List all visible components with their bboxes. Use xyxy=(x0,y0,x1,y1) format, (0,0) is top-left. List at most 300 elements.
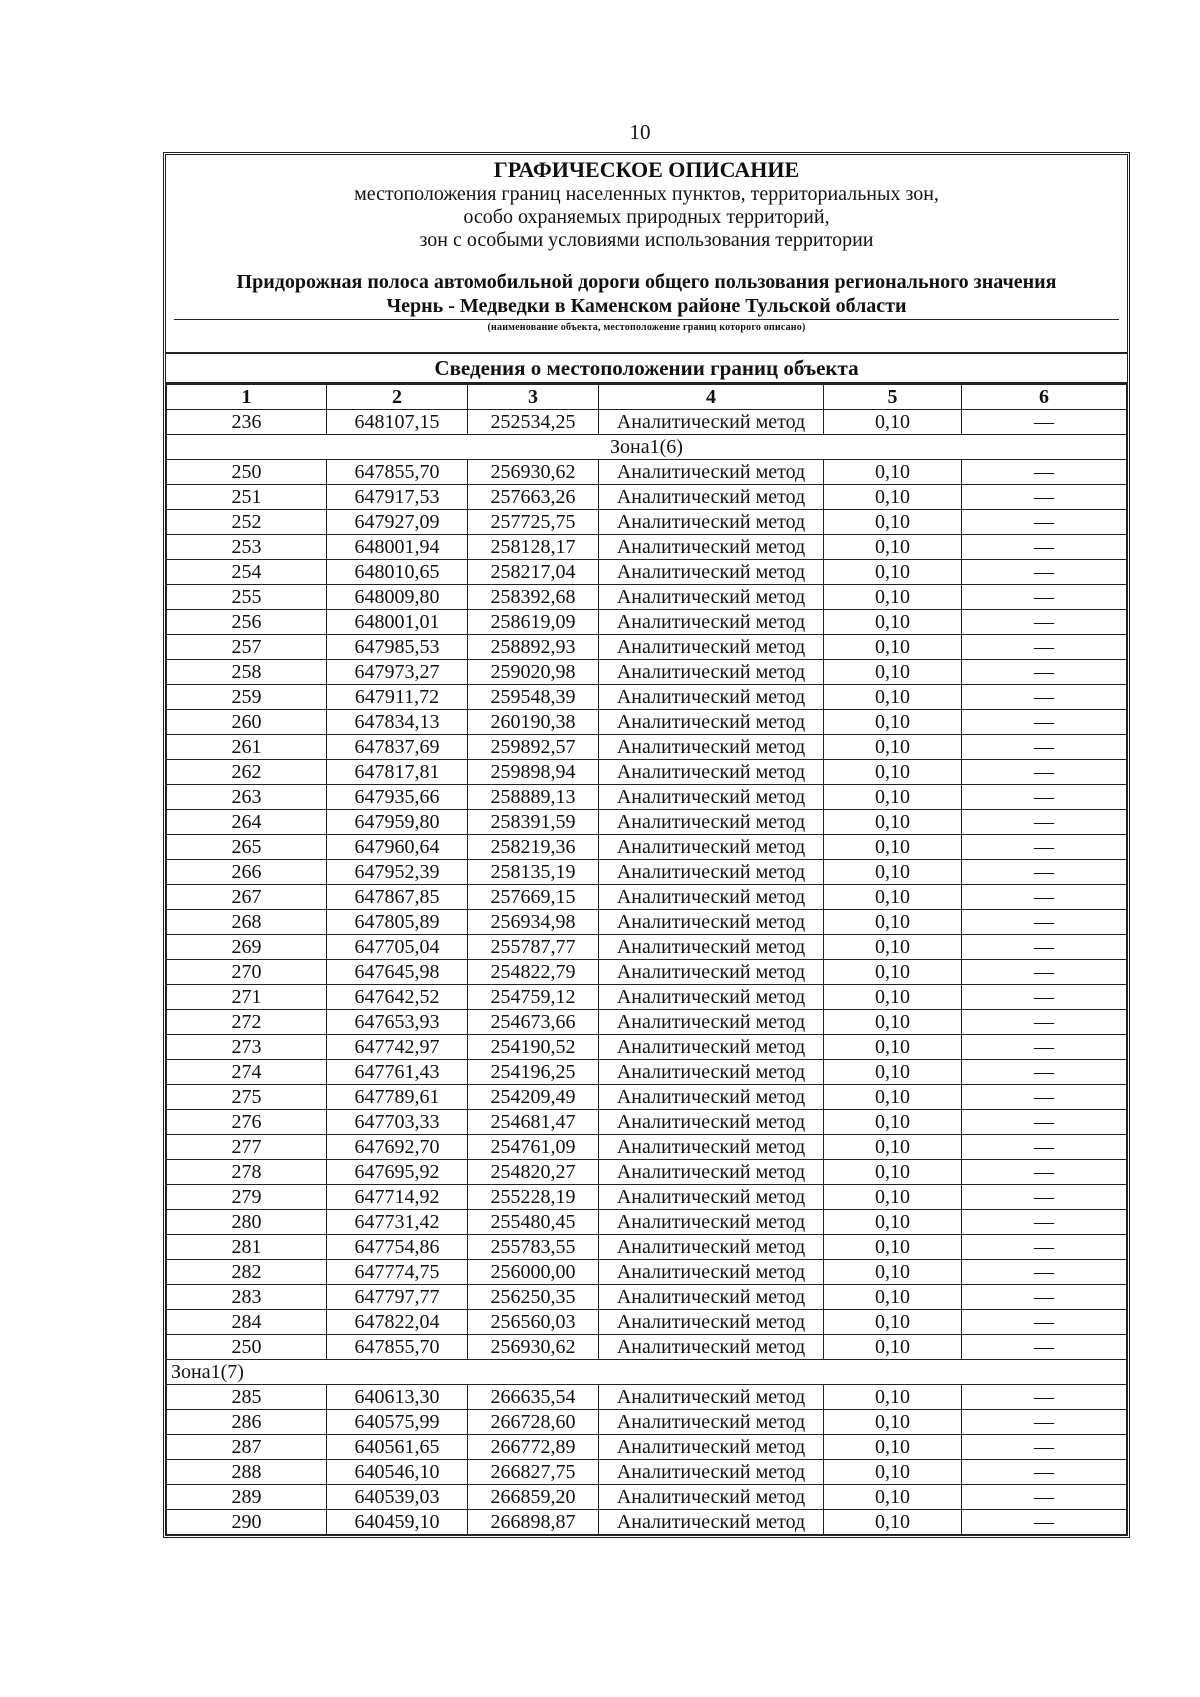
accuracy-cell: 0,10 xyxy=(824,560,962,585)
accuracy-cell: 0,10 xyxy=(824,1010,962,1035)
point-number-cell: 258 xyxy=(167,660,327,685)
x-coordinate-cell: 647952,39 xyxy=(327,860,468,885)
table-row xyxy=(167,1435,1127,1460)
table-row xyxy=(167,660,1127,685)
description-cell: — xyxy=(962,1260,1127,1285)
zone-header-row xyxy=(167,435,1127,460)
point-number-cell: 264 xyxy=(167,810,327,835)
point-number-cell: 259 xyxy=(167,685,327,710)
description-cell: — xyxy=(962,885,1127,910)
accuracy-cell: 0,10 xyxy=(824,410,962,435)
method-cell: Аналитический метод xyxy=(599,835,824,860)
x-coordinate-cell: 647754,86 xyxy=(327,1235,468,1260)
point-number-cell: 273 xyxy=(167,1035,327,1060)
method-cell: Аналитический метод xyxy=(599,460,824,485)
table-row xyxy=(167,635,1127,660)
method-cell: Аналитический метод xyxy=(599,860,824,885)
method-cell: Аналитический метод xyxy=(599,1385,824,1410)
table-row xyxy=(167,710,1127,735)
point-number-cell: 282 xyxy=(167,1260,327,1285)
method-cell: Аналитический метод xyxy=(599,1335,824,1360)
accuracy-cell: 0,10 xyxy=(824,935,962,960)
table-row xyxy=(167,860,1127,885)
y-coordinate-cell: 257725,75 xyxy=(468,510,599,535)
point-number-cell: 252 xyxy=(167,510,327,535)
y-coordinate-cell: 254196,25 xyxy=(468,1060,599,1085)
accuracy-cell: 0,10 xyxy=(824,1185,962,1210)
description-cell: — xyxy=(962,1010,1127,1035)
method-cell: Аналитический метод xyxy=(599,1260,824,1285)
point-number-cell: 260 xyxy=(167,710,327,735)
table-row xyxy=(167,510,1127,535)
accuracy-cell: 0,10 xyxy=(824,610,962,635)
table-row xyxy=(167,685,1127,710)
description-cell: — xyxy=(962,485,1127,510)
x-coordinate-cell: 647805,89 xyxy=(327,910,468,935)
x-coordinate-cell: 640613,30 xyxy=(327,1385,468,1410)
x-coordinate-cell: 647911,72 xyxy=(327,685,468,710)
accuracy-cell: 0,10 xyxy=(824,460,962,485)
point-number-cell: 274 xyxy=(167,1060,327,1085)
point-number-cell: 269 xyxy=(167,935,327,960)
description-cell: — xyxy=(962,810,1127,835)
point-number-cell: 266 xyxy=(167,860,327,885)
accuracy-cell: 0,10 xyxy=(824,710,962,735)
accuracy-cell: 0,10 xyxy=(824,1510,962,1535)
accuracy-cell: 0,10 xyxy=(824,535,962,560)
x-coordinate-cell: 647645,98 xyxy=(327,960,468,985)
y-coordinate-cell: 258217,04 xyxy=(468,560,599,585)
description-cell: — xyxy=(962,1385,1127,1410)
accuracy-cell: 0,10 xyxy=(824,960,962,985)
method-cell: Аналитический метод xyxy=(599,560,824,585)
description-cell: — xyxy=(962,710,1127,735)
description-cell: — xyxy=(962,685,1127,710)
point-number-cell: 272 xyxy=(167,1010,327,1035)
zone-label: Зона1(7) xyxy=(167,1360,1127,1385)
point-number-cell: 251 xyxy=(167,485,327,510)
y-coordinate-cell: 259892,57 xyxy=(468,735,599,760)
description-cell: — xyxy=(962,535,1127,560)
page-number: 10 xyxy=(629,120,651,144)
description-cell: — xyxy=(962,760,1127,785)
description-cell: — xyxy=(962,785,1127,810)
method-cell: Аналитический метод xyxy=(599,760,824,785)
method-cell: Аналитический метод xyxy=(599,810,824,835)
y-coordinate-cell: 266635,54 xyxy=(468,1385,599,1410)
object-name-line: Чернь - Медведки в Каменском районе Тульской области xyxy=(386,295,907,317)
description-cell: — xyxy=(962,1460,1127,1485)
subtitle-line: местоположения границ населенных пунктов, территориальных зон, xyxy=(354,183,939,205)
y-coordinate-cell: 254822,79 xyxy=(468,960,599,985)
y-coordinate-cell: 258219,36 xyxy=(468,835,599,860)
y-coordinate-cell: 259548,39 xyxy=(468,685,599,710)
table-row xyxy=(167,1135,1127,1160)
description-cell: — xyxy=(962,610,1127,635)
point-number-cell: 263 xyxy=(167,785,327,810)
x-coordinate-cell: 647817,81 xyxy=(327,760,468,785)
x-coordinate-cell: 640546,10 xyxy=(327,1460,468,1485)
y-coordinate-cell: 258391,59 xyxy=(468,810,599,835)
y-coordinate-cell: 259020,98 xyxy=(468,660,599,685)
method-cell: Аналитический метод xyxy=(599,1235,824,1260)
description-cell: — xyxy=(962,660,1127,685)
description-cell: — xyxy=(962,960,1127,985)
method-cell: Аналитический метод xyxy=(599,510,824,535)
accuracy-cell: 0,10 xyxy=(824,985,962,1010)
accuracy-cell: 0,10 xyxy=(824,760,962,785)
point-number-cell: 262 xyxy=(167,760,327,785)
accuracy-cell: 0,10 xyxy=(824,635,962,660)
x-coordinate-cell: 647917,53 xyxy=(327,485,468,510)
y-coordinate-cell: 257663,26 xyxy=(468,485,599,510)
method-cell: Аналитический метод xyxy=(599,1460,824,1485)
x-coordinate-cell: 648001,01 xyxy=(327,610,468,635)
table-row xyxy=(167,1335,1127,1360)
x-coordinate-cell: 647703,33 xyxy=(327,1110,468,1135)
point-number-cell: 265 xyxy=(167,835,327,860)
y-coordinate-cell: 256930,62 xyxy=(468,460,599,485)
accuracy-cell: 0,10 xyxy=(824,660,962,685)
x-coordinate-cell: 647960,64 xyxy=(327,835,468,860)
column-header: 1 xyxy=(167,385,327,410)
x-coordinate-cell: 648010,65 xyxy=(327,560,468,585)
accuracy-cell: 0,10 xyxy=(824,810,962,835)
method-cell: Аналитический метод xyxy=(599,1210,824,1235)
point-number-cell: 279 xyxy=(167,1185,327,1210)
method-cell: Аналитический метод xyxy=(599,1185,824,1210)
x-coordinate-cell: 647837,69 xyxy=(327,735,468,760)
y-coordinate-cell: 252534,25 xyxy=(468,410,599,435)
y-coordinate-cell: 256934,98 xyxy=(468,910,599,935)
method-cell: Аналитический метод xyxy=(599,585,824,610)
table-row xyxy=(167,1185,1127,1210)
method-cell: Аналитический метод xyxy=(599,635,824,660)
method-cell: Аналитический метод xyxy=(599,885,824,910)
method-cell: Аналитический метод xyxy=(599,1060,824,1085)
table-row xyxy=(167,985,1127,1010)
method-cell: Аналитический метод xyxy=(599,735,824,760)
y-coordinate-cell: 258619,09 xyxy=(468,610,599,635)
accuracy-cell: 0,10 xyxy=(824,485,962,510)
table-row xyxy=(167,935,1127,960)
y-coordinate-cell: 256000,00 xyxy=(468,1260,599,1285)
accuracy-cell: 0,10 xyxy=(824,1285,962,1310)
description-cell: — xyxy=(962,835,1127,860)
table-row xyxy=(167,1460,1127,1485)
accuracy-cell: 0,10 xyxy=(824,1385,962,1410)
table-row xyxy=(167,1410,1127,1435)
x-coordinate-cell: 647867,85 xyxy=(327,885,468,910)
table-body xyxy=(167,410,1127,1535)
point-number-cell: 290 xyxy=(167,1510,327,1535)
column-header: 4 xyxy=(599,385,824,410)
accuracy-cell: 0,10 xyxy=(824,1085,962,1110)
method-cell: Аналитический метод xyxy=(599,985,824,1010)
form-header xyxy=(166,155,1127,334)
table-row xyxy=(167,835,1127,860)
x-coordinate-cell: 647742,97 xyxy=(327,1035,468,1060)
section-title: Сведения о местоположении границ объекта xyxy=(166,352,1127,384)
point-number-cell: 257 xyxy=(167,635,327,660)
point-number-cell: 253 xyxy=(167,535,327,560)
x-coordinate-cell: 647985,53 xyxy=(327,635,468,660)
table-row xyxy=(167,1085,1127,1110)
description-cell: — xyxy=(962,1135,1127,1160)
accuracy-cell: 0,10 xyxy=(824,1060,962,1085)
x-coordinate-cell: 647959,80 xyxy=(327,810,468,835)
object-name-block xyxy=(174,270,1119,334)
table-row xyxy=(167,910,1127,935)
point-number-cell: 283 xyxy=(167,1285,327,1310)
zone-label: Зона1(6) xyxy=(167,435,1127,460)
y-coordinate-cell: 266827,75 xyxy=(468,1460,599,1485)
method-cell: Аналитический метод xyxy=(599,1035,824,1060)
table-row xyxy=(167,810,1127,835)
table-row xyxy=(167,1260,1127,1285)
table-row xyxy=(167,535,1127,560)
point-number-cell: 284 xyxy=(167,1310,327,1335)
description-cell: — xyxy=(962,1435,1127,1460)
table-row xyxy=(167,1510,1127,1535)
accuracy-cell: 0,10 xyxy=(824,1435,962,1460)
zone-header-row xyxy=(167,1360,1127,1385)
subtitle-line: особо охраняемых природных территорий, xyxy=(463,206,830,228)
form-title: ГРАФИЧЕСКОЕ ОПИСАНИЕ xyxy=(493,157,800,182)
method-cell: Аналитический метод xyxy=(599,660,824,685)
y-coordinate-cell: 266859,20 xyxy=(468,1485,599,1510)
object-caption: (наименование объекта, местоположение границ которого описано) xyxy=(487,322,806,333)
point-number-cell: 280 xyxy=(167,1210,327,1235)
x-coordinate-cell: 640459,10 xyxy=(327,1510,468,1535)
accuracy-cell: 0,10 xyxy=(824,1485,962,1510)
boundary-points-table xyxy=(166,384,1127,1535)
table-row xyxy=(167,735,1127,760)
table-row xyxy=(167,1110,1127,1135)
accuracy-cell: 0,10 xyxy=(824,1410,962,1435)
table-row xyxy=(167,1385,1127,1410)
table-row xyxy=(167,1060,1127,1085)
accuracy-cell: 0,10 xyxy=(824,910,962,935)
y-coordinate-cell: 258892,93 xyxy=(468,635,599,660)
y-coordinate-cell: 258135,19 xyxy=(468,860,599,885)
table-row xyxy=(167,1235,1127,1260)
x-coordinate-cell: 647714,92 xyxy=(327,1185,468,1210)
point-number-cell: 285 xyxy=(167,1385,327,1410)
point-number-cell: 261 xyxy=(167,735,327,760)
x-coordinate-cell: 640575,99 xyxy=(327,1410,468,1435)
point-number-cell: 256 xyxy=(167,610,327,635)
table-row xyxy=(167,885,1127,910)
x-coordinate-cell: 647822,04 xyxy=(327,1310,468,1335)
table-row xyxy=(167,785,1127,810)
description-cell: — xyxy=(962,1485,1127,1510)
description-cell: — xyxy=(962,910,1127,935)
accuracy-cell: 0,10 xyxy=(824,785,962,810)
x-coordinate-cell: 648009,80 xyxy=(327,585,468,610)
accuracy-cell: 0,10 xyxy=(824,1210,962,1235)
y-coordinate-cell: 254820,27 xyxy=(468,1160,599,1185)
accuracy-cell: 0,10 xyxy=(824,1260,962,1285)
point-number-cell: 270 xyxy=(167,960,327,985)
method-cell: Аналитический метод xyxy=(599,785,824,810)
description-cell: — xyxy=(962,1235,1127,1260)
method-cell: Аналитический метод xyxy=(599,610,824,635)
table-row xyxy=(167,1310,1127,1335)
subtitle-line: зон с особыми условиями использования территории xyxy=(419,229,874,251)
y-coordinate-cell: 256250,35 xyxy=(468,1285,599,1310)
y-coordinate-cell: 256560,03 xyxy=(468,1310,599,1335)
accuracy-cell: 0,10 xyxy=(824,1110,962,1135)
method-cell: Аналитический метод xyxy=(599,1285,824,1310)
x-coordinate-cell: 647935,66 xyxy=(327,785,468,810)
description-cell: — xyxy=(962,1210,1127,1235)
object-name-line: Придорожная полоса автомобильной дороги общего пользования регионального значения xyxy=(236,271,1057,293)
description-cell: — xyxy=(962,1410,1127,1435)
description-cell: — xyxy=(962,1285,1127,1310)
table-row xyxy=(167,1035,1127,1060)
graphic-description-form xyxy=(163,152,1130,1538)
table-row xyxy=(167,1485,1127,1510)
x-coordinate-cell: 648001,94 xyxy=(327,535,468,560)
x-coordinate-cell: 647705,04 xyxy=(327,935,468,960)
x-coordinate-cell: 647695,92 xyxy=(327,1160,468,1185)
point-number-cell: 276 xyxy=(167,1110,327,1135)
table-row xyxy=(167,485,1127,510)
point-number-cell: 275 xyxy=(167,1085,327,1110)
y-coordinate-cell: 257669,15 xyxy=(468,885,599,910)
description-cell: — xyxy=(962,410,1127,435)
method-cell: Аналитический метод xyxy=(599,1010,824,1035)
y-coordinate-cell: 254761,09 xyxy=(468,1135,599,1160)
x-coordinate-cell: 640561,65 xyxy=(327,1435,468,1460)
y-coordinate-cell: 254759,12 xyxy=(468,985,599,1010)
column-header: 5 xyxy=(824,385,962,410)
column-header: 3 xyxy=(468,385,599,410)
accuracy-cell: 0,10 xyxy=(824,1310,962,1335)
x-coordinate-cell: 647789,61 xyxy=(327,1085,468,1110)
description-cell: — xyxy=(962,1335,1127,1360)
y-coordinate-cell: 266898,87 xyxy=(468,1510,599,1535)
point-number-cell: 288 xyxy=(167,1460,327,1485)
x-coordinate-cell: 648107,15 xyxy=(327,410,468,435)
description-cell: — xyxy=(962,1310,1127,1335)
point-number-cell: 281 xyxy=(167,1235,327,1260)
accuracy-cell: 0,10 xyxy=(824,685,962,710)
point-number-cell: 287 xyxy=(167,1435,327,1460)
table-row xyxy=(167,460,1127,485)
x-coordinate-cell: 647797,77 xyxy=(327,1285,468,1310)
description-cell: — xyxy=(962,585,1127,610)
accuracy-cell: 0,10 xyxy=(824,885,962,910)
point-number-cell: 255 xyxy=(167,585,327,610)
description-cell: — xyxy=(962,935,1127,960)
x-coordinate-cell: 647855,70 xyxy=(327,460,468,485)
table-row xyxy=(167,960,1127,985)
method-cell: Аналитический метод xyxy=(599,1410,824,1435)
x-coordinate-cell: 647731,42 xyxy=(327,1210,468,1235)
y-coordinate-cell: 266728,60 xyxy=(468,1410,599,1435)
method-cell: Аналитический метод xyxy=(599,1110,824,1135)
column-header: 6 xyxy=(962,385,1127,410)
table-row xyxy=(167,760,1127,785)
table-row xyxy=(167,1285,1127,1310)
accuracy-cell: 0,10 xyxy=(824,510,962,535)
method-cell: Аналитический метод xyxy=(599,1135,824,1160)
point-number-cell: 250 xyxy=(167,1335,327,1360)
table-row xyxy=(167,1160,1127,1185)
method-cell: Аналитический метод xyxy=(599,1435,824,1460)
point-number-cell: 236 xyxy=(167,410,327,435)
description-cell: — xyxy=(962,1110,1127,1135)
method-cell: Аналитический метод xyxy=(599,1085,824,1110)
accuracy-cell: 0,10 xyxy=(824,860,962,885)
description-cell: — xyxy=(962,1185,1127,1210)
description-cell: — xyxy=(962,560,1127,585)
y-coordinate-cell: 255480,45 xyxy=(468,1210,599,1235)
y-coordinate-cell: 255783,55 xyxy=(468,1235,599,1260)
accuracy-cell: 0,10 xyxy=(824,585,962,610)
x-coordinate-cell: 647642,52 xyxy=(327,985,468,1010)
accuracy-cell: 0,10 xyxy=(824,1335,962,1360)
x-coordinate-cell: 647692,70 xyxy=(327,1135,468,1160)
method-cell: Аналитический метод xyxy=(599,1310,824,1335)
y-coordinate-cell: 260190,38 xyxy=(468,710,599,735)
point-number-cell: 277 xyxy=(167,1135,327,1160)
accuracy-cell: 0,10 xyxy=(824,1160,962,1185)
y-coordinate-cell: 254673,66 xyxy=(468,1010,599,1035)
accuracy-cell: 0,10 xyxy=(824,1135,962,1160)
method-cell: Аналитический метод xyxy=(599,710,824,735)
y-coordinate-cell: 259898,94 xyxy=(468,760,599,785)
table-row xyxy=(167,585,1127,610)
description-cell: — xyxy=(962,1060,1127,1085)
x-coordinate-cell: 647653,93 xyxy=(327,1010,468,1035)
accuracy-cell: 0,10 xyxy=(824,1035,962,1060)
x-coordinate-cell: 647973,27 xyxy=(327,660,468,685)
description-cell: — xyxy=(962,635,1127,660)
column-number-row xyxy=(167,385,1127,410)
x-coordinate-cell: 647834,13 xyxy=(327,710,468,735)
y-coordinate-cell: 254190,52 xyxy=(468,1035,599,1060)
y-coordinate-cell: 254209,49 xyxy=(468,1085,599,1110)
description-cell: — xyxy=(962,860,1127,885)
accuracy-cell: 0,10 xyxy=(824,1235,962,1260)
y-coordinate-cell: 258392,68 xyxy=(468,585,599,610)
point-number-cell: 267 xyxy=(167,885,327,910)
description-cell: — xyxy=(962,460,1127,485)
x-coordinate-cell: 647855,70 xyxy=(327,1335,468,1360)
x-coordinate-cell: 647774,75 xyxy=(327,1260,468,1285)
point-number-cell: 254 xyxy=(167,560,327,585)
method-cell: Аналитический метод xyxy=(599,685,824,710)
description-cell: — xyxy=(962,1035,1127,1060)
method-cell: Аналитический метод xyxy=(599,410,824,435)
method-cell: Аналитический метод xyxy=(599,935,824,960)
table-row xyxy=(167,560,1127,585)
point-number-cell: 286 xyxy=(167,1410,327,1435)
method-cell: Аналитический метод xyxy=(599,535,824,560)
description-cell: — xyxy=(962,735,1127,760)
x-coordinate-cell: 647761,43 xyxy=(327,1060,468,1085)
point-number-cell: 268 xyxy=(167,910,327,935)
column-header: 2 xyxy=(327,385,468,410)
x-coordinate-cell: 647927,09 xyxy=(327,510,468,535)
method-cell: Аналитический метод xyxy=(599,1510,824,1535)
description-cell: — xyxy=(962,985,1127,1010)
y-coordinate-cell: 255787,77 xyxy=(468,935,599,960)
y-coordinate-cell: 258889,13 xyxy=(468,785,599,810)
